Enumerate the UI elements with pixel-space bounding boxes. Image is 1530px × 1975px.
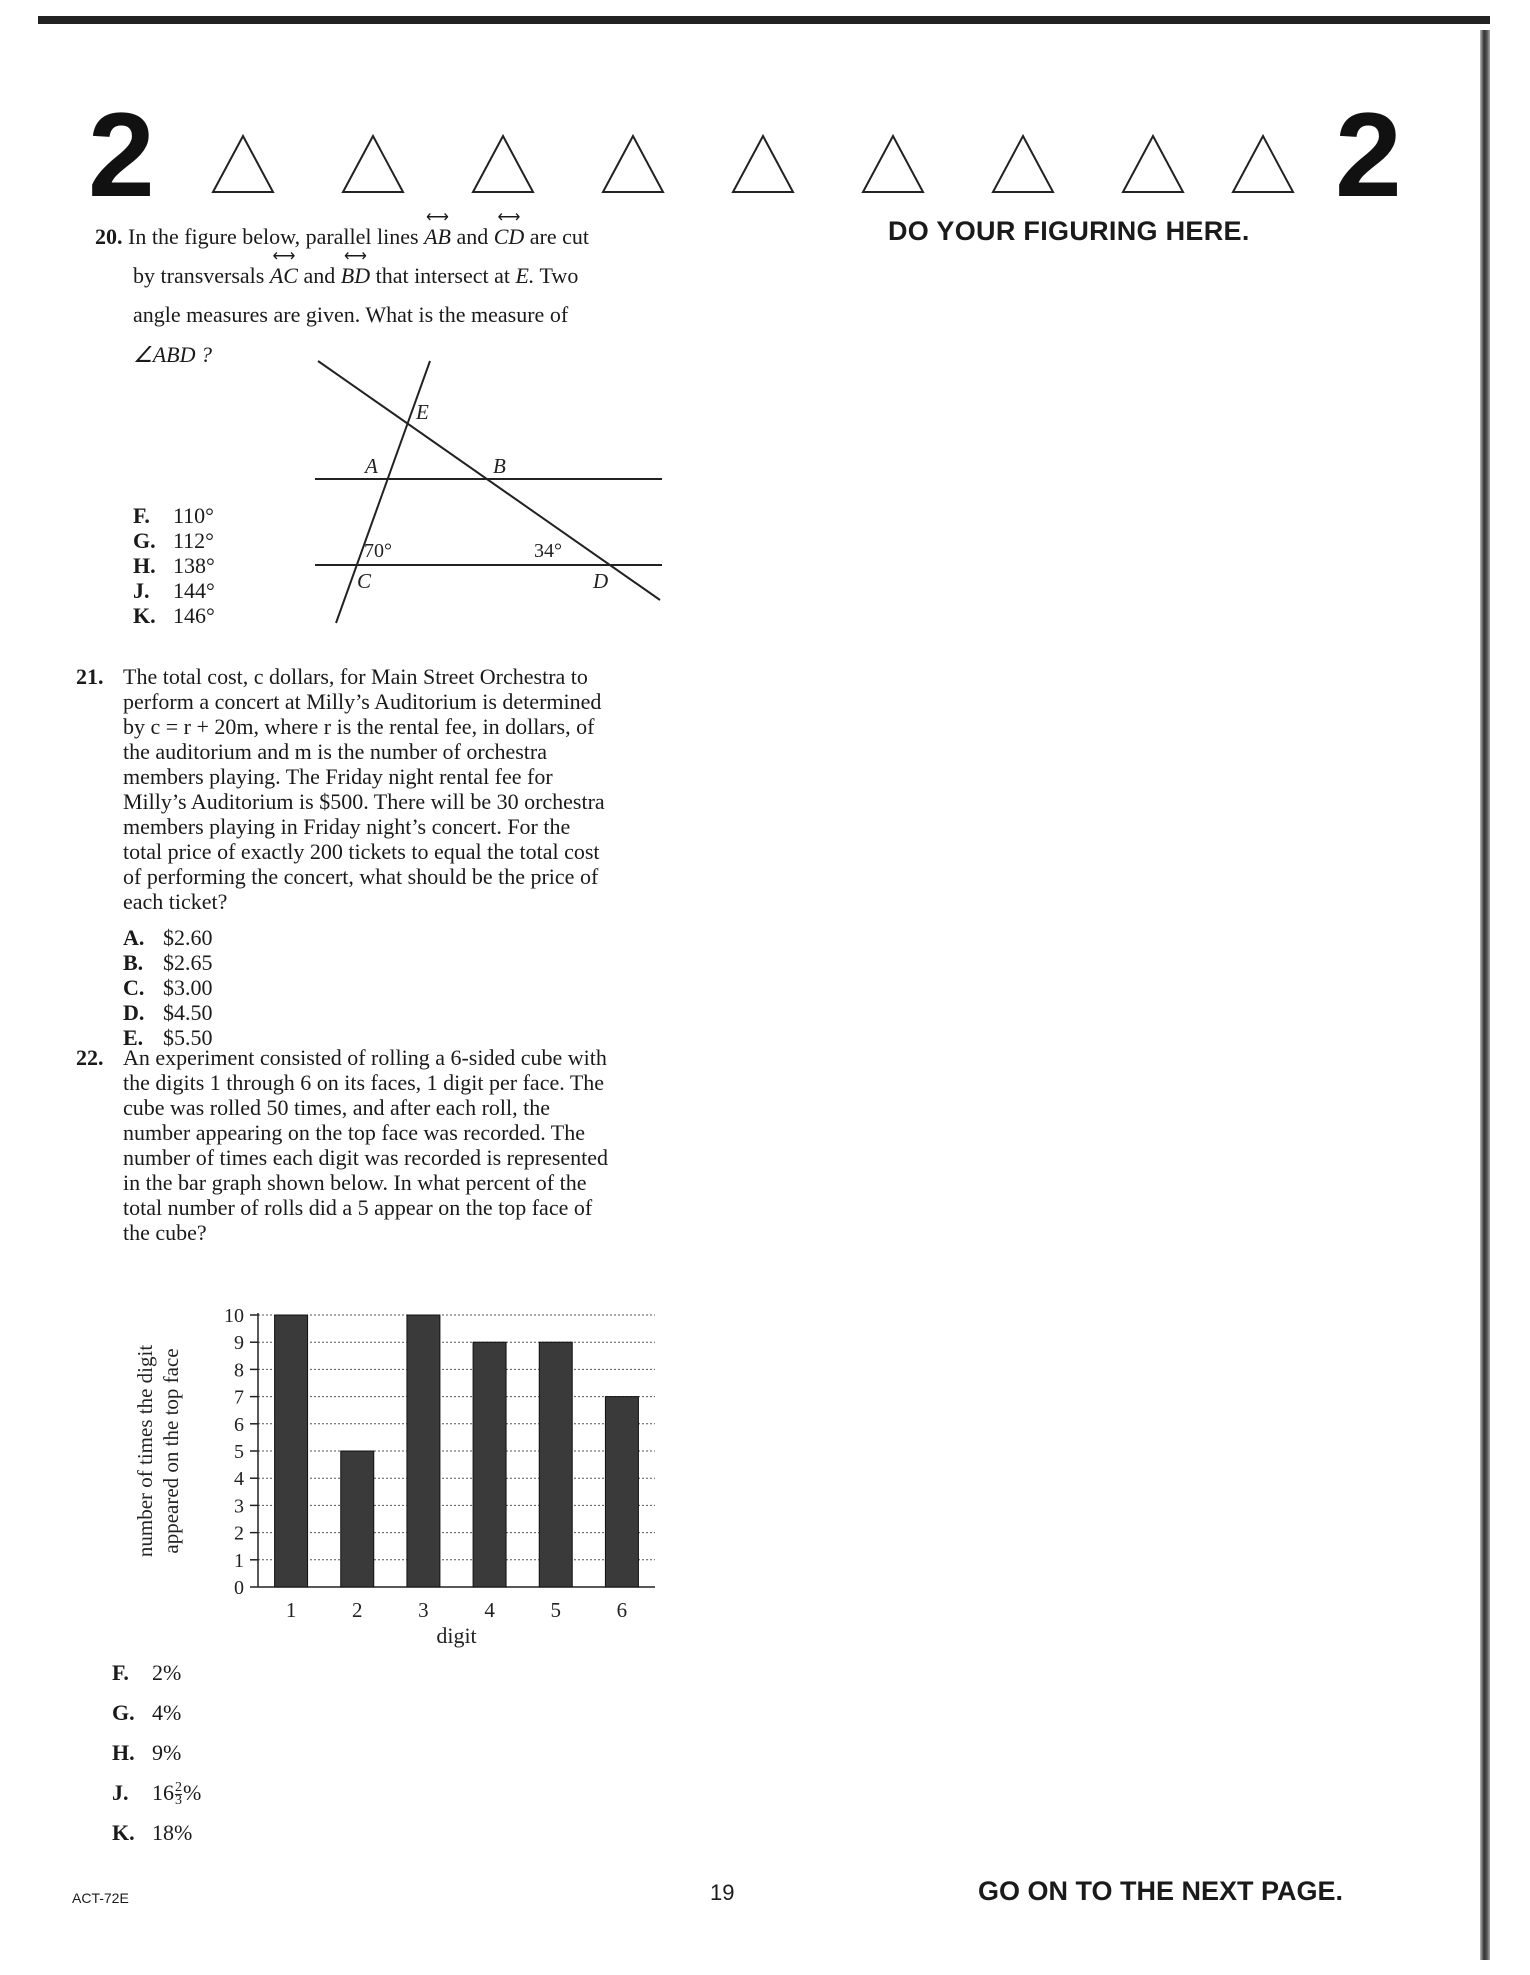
- answer-choice[interactable]: [133, 603, 215, 628]
- choice-value: 18%: [152, 1820, 193, 1845]
- question-text-line: cube was rolled 50 times, and after each roll, the: [123, 1095, 551, 1120]
- y-axis-label-line-1: number of times the digit: [133, 1344, 157, 1558]
- section-number-left: 2: [88, 88, 155, 222]
- choice-label: K.: [112, 1820, 135, 1845]
- question-text-line: the cube?: [123, 1220, 207, 1245]
- question-text-line: total number of rolls did a 5 appear on the top face of: [123, 1195, 593, 1220]
- question-text-line: of performing the concert, what should be the price of: [123, 864, 599, 889]
- bar: [473, 1342, 506, 1587]
- x-axis-label: digit: [436, 1623, 477, 1648]
- question-text-line: members playing. The Friday night rental fee for: [123, 764, 553, 789]
- section-number-right: 2: [1335, 88, 1402, 222]
- x-tick-label: 3: [418, 1598, 429, 1622]
- triangle-icon: [993, 136, 1053, 192]
- choice-label: J.: [133, 578, 150, 603]
- choice-value: 9%: [152, 1740, 182, 1765]
- question-text-line: The total cost, c dollars, for Main Street Orchestra to: [123, 664, 588, 689]
- choice-label: H.: [112, 1740, 135, 1765]
- choice-value: 2%: [152, 1660, 182, 1685]
- choice-label: D.: [123, 1000, 145, 1025]
- question-text-line: members playing in Friday night’s concert. For the: [123, 814, 571, 839]
- label-a: A: [365, 454, 378, 478]
- angle-c-measure: 70°: [364, 540, 392, 562]
- choice-label: G.: [112, 1700, 135, 1725]
- x-tick-label: 5: [550, 1598, 561, 1622]
- triangle-icon: [603, 136, 663, 192]
- y-tick-label: 0: [234, 1577, 244, 1599]
- triangle-icon: [1123, 136, 1183, 192]
- question-text-line: by c = r + 20m, where r is the rental fee, in dollars, of: [123, 714, 595, 739]
- choice-value: $3.00: [163, 975, 213, 1000]
- geometry-figure: [310, 355, 670, 630]
- question-text-line: number appearing on the top face was recorded. The: [123, 1120, 586, 1145]
- question-text-line: Milly’s Auditorium is $500. There will be 30 orchestra: [123, 789, 605, 814]
- choice-value: 144°: [173, 578, 215, 603]
- triangle-icon: [733, 136, 793, 192]
- choice-value: $5.50: [163, 1025, 213, 1050]
- choice-fraction: $\frac{2}{3}$: [175, 1780, 182, 1809]
- triangle-icon: [343, 136, 403, 192]
- next-page-instruction: GO ON TO THE NEXT PAGE.: [978, 1876, 1344, 1906]
- question-20-line-2: by transversals ⟷ AC and ⟷ BD that intersect at E. Two: [133, 248, 579, 288]
- test-code: ACT-72E: [72, 1890, 129, 1906]
- label-c: C: [357, 569, 372, 593]
- choice-value: 4%: [152, 1700, 182, 1725]
- question-text-line: number of times each digit was recorded is represented: [123, 1145, 609, 1170]
- triangle-icon: [473, 136, 533, 192]
- page-number: 19: [710, 1880, 735, 1905]
- choice-label: F.: [112, 1660, 129, 1685]
- y-tick-label: 4: [234, 1468, 244, 1491]
- y-tick-label: 7: [234, 1386, 244, 1409]
- answer-choice[interactable]: [133, 528, 214, 553]
- answer-choice[interactable]: [133, 503, 214, 528]
- question-text-line: An experiment consisted of rolling a 6-sided cube with: [123, 1045, 607, 1070]
- answer-choice[interactable]: [112, 1660, 181, 1685]
- figuring-instruction: DO YOUR FIGURING HERE.: [888, 216, 1250, 246]
- choice-value: $2.60: [163, 925, 213, 950]
- answer-choice[interactable]: [123, 950, 213, 975]
- question-20-line-1: 20. In the figure below, parallel lines ⟷ AB and ⟷ CD are cut: [95, 209, 590, 249]
- choice-value: 110°: [173, 503, 214, 528]
- y-tick-label: 1: [234, 1549, 244, 1572]
- choice-label: B.: [123, 950, 144, 975]
- question-text-line: each ticket?: [123, 889, 228, 914]
- choice-label: J.: [112, 1780, 129, 1805]
- answer-choice[interactable]: [133, 578, 215, 603]
- choice-value: 146°: [173, 603, 215, 628]
- question-text-line: perform a concert at Milly’s Auditorium is determined: [123, 689, 602, 714]
- triangle-row: [200, 120, 1300, 200]
- label-b: B: [493, 454, 506, 478]
- bar: [341, 1451, 374, 1587]
- y-tick-label: 8: [234, 1359, 244, 1382]
- question-text-line: total price of exactly 200 tickets to equal the total cost: [123, 839, 600, 864]
- line-ac: AC: [269, 263, 298, 288]
- answer-choice[interactable]: [112, 1740, 181, 1765]
- choice-label: G.: [133, 528, 156, 553]
- x-tick-label: 1: [285, 1598, 297, 1622]
- choice-label: E.: [123, 1025, 144, 1050]
- bar: [407, 1315, 440, 1587]
- x-tick-label: 6: [616, 1598, 628, 1622]
- choice-value: 112°: [173, 528, 214, 553]
- y-tick-label: 3: [234, 1495, 244, 1518]
- choice-value: $2.65: [163, 950, 213, 975]
- answer-choice[interactable]: [123, 925, 213, 950]
- question-text-line: the digits 1 through 6 on its faces, 1 digit per face. The: [123, 1070, 605, 1095]
- choice-suffix: %: [183, 1780, 202, 1805]
- bar-chart: [120, 1300, 680, 1660]
- y-tick-label: 6: [234, 1413, 244, 1436]
- top-rule: [38, 16, 1490, 24]
- answer-choice[interactable]: [112, 1820, 192, 1845]
- x-tick-label: 2: [352, 1598, 363, 1622]
- choice-label: H.: [133, 553, 156, 578]
- question-text-line: in the bar graph shown below. In what percent of the: [123, 1170, 587, 1195]
- line-ab: AB: [424, 224, 451, 249]
- choice-value: 138°: [173, 553, 215, 578]
- label-d: D: [593, 569, 609, 593]
- triangle-icon: [863, 136, 923, 192]
- bar: [275, 1315, 308, 1587]
- question-number: 20.: [95, 224, 123, 249]
- question-20-angle: ∠ABD ?: [133, 342, 212, 367]
- choice-value: $4.50: [163, 1000, 213, 1025]
- question-22-number: 22.: [76, 1045, 104, 1070]
- question-21-number: 21.: [76, 664, 104, 689]
- answer-choice[interactable]: [133, 553, 215, 578]
- question-20-line-3: angle measures are given. What is the measure of: [133, 302, 569, 327]
- choice-value: 16: [152, 1780, 174, 1805]
- angle-d-measure: 34°: [534, 540, 562, 562]
- page-edge-shadow: [1480, 30, 1490, 1960]
- triangle-icon: [213, 136, 273, 192]
- triangle-icon: [1233, 136, 1293, 192]
- answer-choice[interactable]: [112, 1700, 181, 1725]
- y-axis-label-line-2: appeared on the top face: [159, 1348, 183, 1554]
- bar: [539, 1342, 572, 1587]
- bar: [605, 1397, 638, 1587]
- y-tick-label: 9: [234, 1332, 244, 1355]
- answer-choice[interactable]: [123, 975, 213, 1000]
- label-e: E: [416, 400, 429, 424]
- choice-label: F.: [133, 503, 150, 528]
- line-bd: BD: [340, 263, 371, 288]
- choice-label: A.: [123, 925, 145, 950]
- x-tick-label: 4: [484, 1598, 495, 1622]
- answer-choice[interactable]: [112, 1780, 201, 1807]
- answer-choice[interactable]: [123, 1000, 213, 1025]
- y-tick-label: 5: [234, 1441, 244, 1463]
- y-tick-label: 10: [224, 1305, 244, 1327]
- line-cd: CD: [493, 224, 525, 249]
- choice-label: K.: [133, 603, 156, 628]
- choice-label: C.: [123, 975, 145, 1000]
- y-tick-label: 2: [234, 1522, 244, 1545]
- question-text-line: the auditorium and m is the number of orchestra: [123, 739, 547, 764]
